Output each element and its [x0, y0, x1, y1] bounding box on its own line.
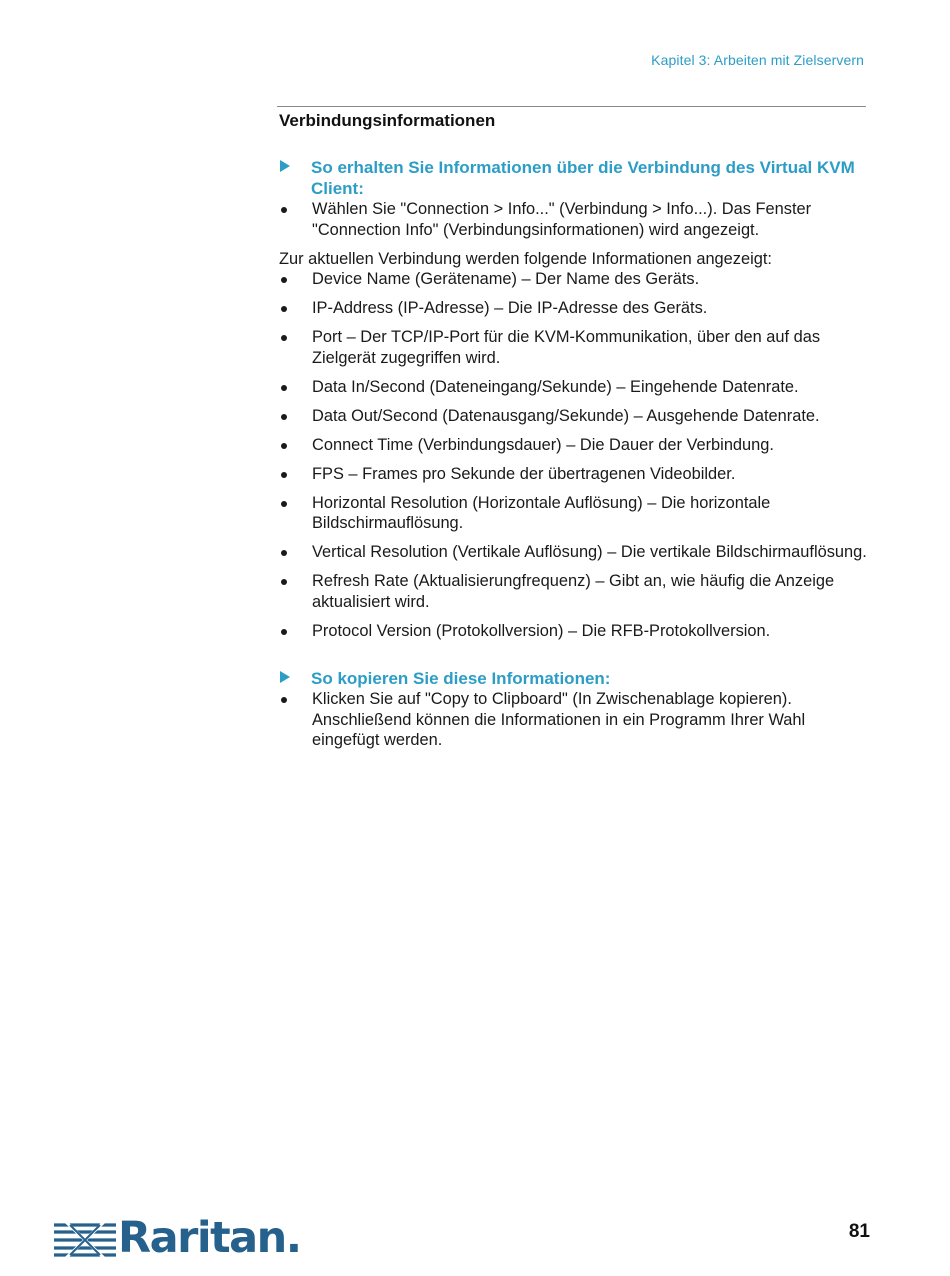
list-item: Protocol Version (Protokollversion) – Die RFB-Protokollversion.	[279, 621, 869, 642]
connection-info-list	[279, 269, 869, 641]
list-item: Connect Time (Verbindungsdauer) – Die Dauer der Verbindung.	[279, 435, 869, 456]
bullet-icon	[281, 385, 287, 391]
bullet-icon	[281, 277, 287, 283]
list-item: Horizontal Resolution (Horizontale Auflösung) – Die horizontale Bildschirmauflösung.	[279, 493, 869, 534]
procedure-heading-copy-info	[279, 668, 869, 689]
page-content	[279, 108, 869, 759]
list-item: Vertical Resolution (Vertikale Auflösung) – Die vertikale Bildschirmauflösung.	[279, 542, 869, 563]
bullet-icon	[281, 472, 287, 478]
intro-paragraph: Zur aktuellen Verbindung werden folgende Informationen angezeigt:	[279, 249, 772, 268]
page-number: 81	[848, 1221, 870, 1242]
bullet-icon	[281, 579, 287, 585]
raritan-logo	[52, 1213, 301, 1264]
bullet-icon	[281, 629, 287, 635]
list-item: Data Out/Second (Datenausgang/Sekunde) – Ausgehende Datenrate.	[279, 406, 869, 427]
list-item: Refresh Rate (Aktualisierungfrequenz) – Gibt an, wie häufig die Anzeige aktualisiert wird.	[279, 571, 869, 612]
bullet-icon	[281, 335, 287, 341]
bullet-icon	[281, 443, 287, 449]
procedure-steps-list	[279, 199, 869, 240]
list-item: Device Name (Gerätename) – Der Name des Geräts.	[279, 269, 869, 290]
list-item: Wählen Sie "Connection > Info..." (Verbindung > Info...). Das Fenster "Connection Info" (Verbindungsinformationen) wird angezeigt.	[279, 199, 869, 240]
list-item: Data In/Second (Dateneingang/Sekunde) – Eingehende Datenrate.	[279, 377, 869, 398]
procedure-heading-text: So kopieren Sie diese Informationen:	[311, 669, 611, 688]
triangle-bullet-icon	[280, 160, 290, 172]
raritan-network-icon	[52, 1218, 118, 1262]
bullet-icon	[281, 306, 287, 312]
bullet-icon	[281, 501, 287, 507]
bullet-icon	[281, 414, 287, 420]
logo-wordmark: Raritan.	[118, 1213, 301, 1263]
chapter-header: Kapitel 3: Arbeiten mit Zielservern	[651, 52, 864, 68]
procedure-heading-connection-info	[279, 157, 869, 199]
header-rule	[277, 106, 866, 107]
bullet-icon	[281, 207, 287, 213]
section-title: Verbindungsinformationen	[279, 111, 496, 130]
procedure-steps-list	[279, 689, 869, 751]
list-item: Klicken Sie auf "Copy to Clipboard" (In Zwischenablage kopieren). Anschließend können die Informationen in ein Programm Ihrer Wahl eingefügt werden.	[279, 689, 869, 751]
bullet-icon	[281, 550, 287, 556]
bullet-icon	[281, 697, 287, 703]
list-item: FPS – Frames pro Sekunde der übertragenen Videobilder.	[279, 464, 869, 485]
list-item: IP-Address (IP-Adresse) – Die IP-Adresse des Geräts.	[279, 298, 869, 319]
procedure-heading-text: So erhalten Sie Informationen über die Verbindung des Virtual KVM Client:	[311, 158, 855, 198]
list-item: Port – Der TCP/IP-Port für die KVM-Kommunikation, über den auf das Zielgerät zugegriffen wird.	[279, 327, 869, 368]
triangle-bullet-icon	[280, 671, 290, 683]
